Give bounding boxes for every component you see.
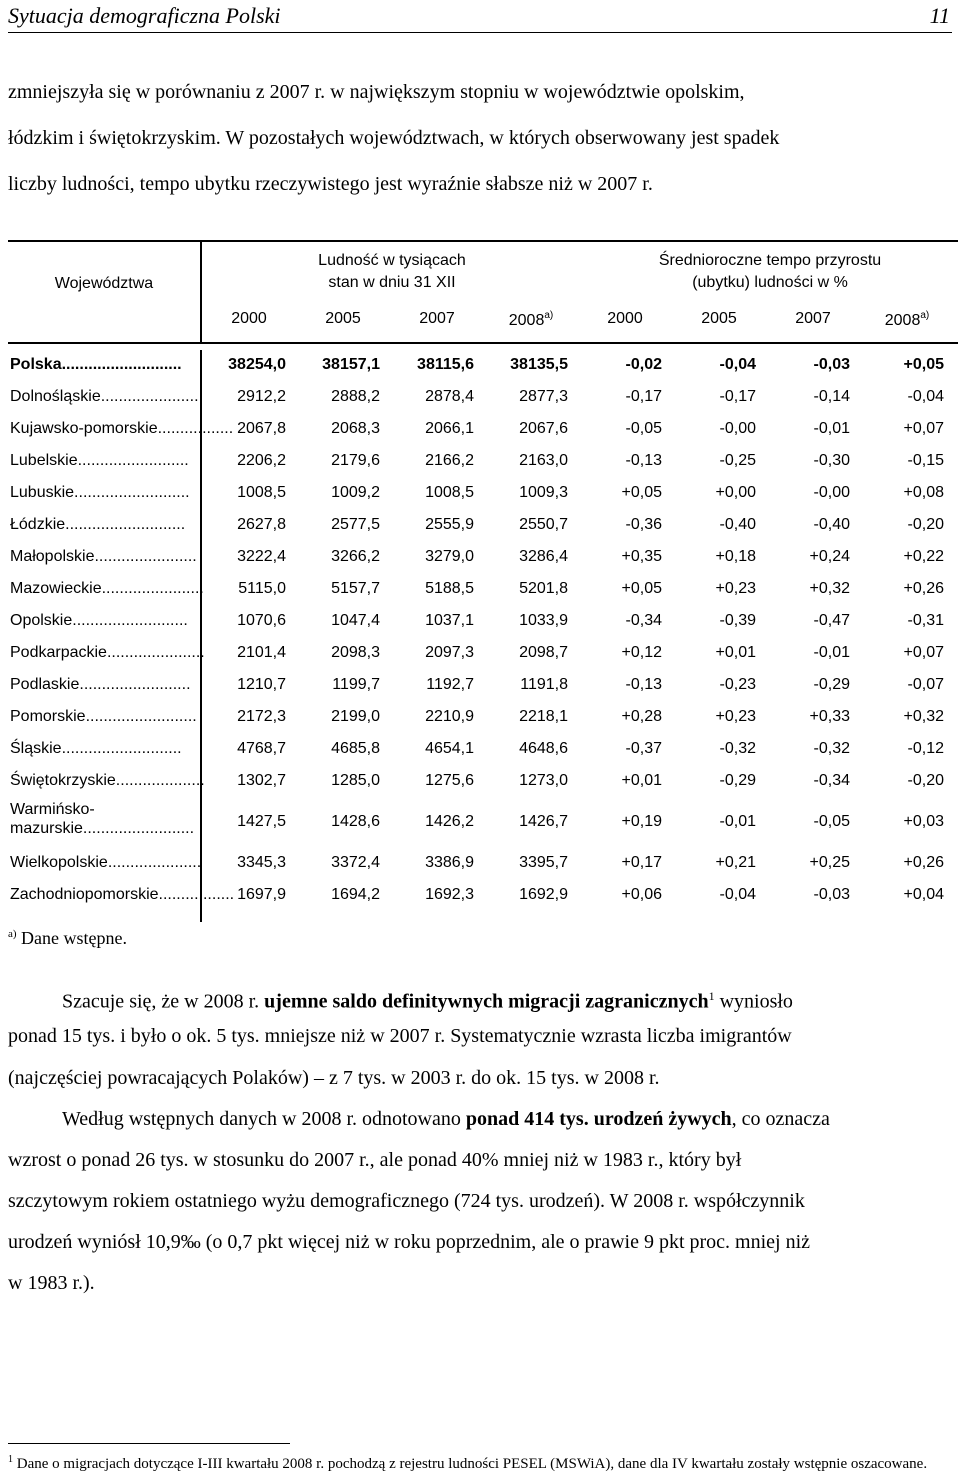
table-cell: 4648,6: [519, 740, 568, 757]
table-row: [8, 478, 958, 510]
table-cell: -0,23: [719, 676, 756, 693]
table-cell: 1302,7: [237, 772, 286, 789]
table-cell: 1192,7: [426, 676, 474, 693]
year-text: 2008: [508, 312, 545, 329]
table-cell: 2101,4: [237, 644, 286, 661]
page-number: 11: [929, 3, 950, 28]
year-mark: a): [544, 310, 554, 321]
table-row: [8, 574, 958, 606]
table-cell: -0,20: [907, 516, 944, 533]
region-name: Dolnośląskie......................: [10, 388, 199, 405]
table-cell: 1697,9: [237, 886, 286, 903]
table-cell: 2210,9: [425, 708, 474, 725]
table-cell: 3386,9: [425, 854, 474, 871]
table-cell: 1273,0: [519, 772, 568, 789]
body-p2-line3: szczytowym rokiem ostatniego wyżu demograficznego (724 tys. urodzeń). W 2008 r. współczynnik: [8, 1190, 805, 1212]
table-note: [8, 928, 127, 949]
table-cell: +0,04: [903, 886, 944, 903]
table-header: [8, 240, 958, 344]
table-cell: -0,17: [625, 388, 662, 405]
table-cell: 2097,3: [425, 644, 474, 661]
column-group-population: [202, 250, 582, 294]
footnote: [8, 1450, 954, 1474]
table-cell: 1426,2: [425, 813, 474, 830]
table-cell: 4768,7: [237, 740, 286, 757]
body-p2-line1: [8, 1097, 954, 1143]
year-header: 2000: [231, 310, 267, 327]
table-cell: +0,32: [903, 708, 944, 725]
table-cell: 3345,3: [237, 854, 286, 871]
table-cell: -0,12: [907, 740, 944, 757]
table-cell: -0,39: [719, 612, 756, 629]
group-label-line: Ludność w tysiącach: [318, 252, 466, 269]
table-cell: -0,02: [625, 356, 662, 373]
table-cell: 1426,7: [519, 813, 568, 830]
intro-line-2: łódzkim i świętokrzyskim. W pozostałych województwach, w których obserwowany jest spadek: [8, 127, 780, 149]
table-cell: 1009,2: [331, 484, 380, 501]
text-run-bold: urodzeń żywych: [593, 1108, 732, 1130]
year-header: 2000: [607, 310, 643, 327]
table-cell: +0,22: [903, 548, 944, 565]
table-cell: 2098,7: [519, 644, 568, 661]
table-cell: -0,04: [719, 886, 756, 903]
region-name: Mazowieckie.......................: [10, 580, 204, 597]
column-header-region: Województwa: [54, 275, 154, 292]
table-cell: -0,03: [813, 356, 850, 373]
table-cell: 1275,6: [425, 772, 474, 789]
population-table: [8, 240, 958, 912]
region-name: Wielkopolskie.....................: [10, 854, 202, 871]
table-cell: -0,03: [813, 886, 850, 903]
table-cell: 2577,5: [331, 516, 380, 533]
table-row: [8, 638, 958, 670]
region-name: Zachodniopomorskie.................: [10, 886, 235, 903]
year-header: [860, 310, 954, 330]
footnote-text: Dane o migracjach dotyczące I-III kwartału 2008 r. pochodzą z rejestru ludności PESEL (MSWiA), dane dla IV kwartału zostały wstępnie oszacowane.: [13, 1456, 928, 1472]
table-cell: -0,32: [719, 740, 756, 757]
table-cell: 38157,1: [322, 356, 380, 373]
table-cell: 1692,3: [425, 886, 474, 903]
table-cell: 3279,0: [425, 548, 474, 565]
table-cell: +0,19: [621, 813, 662, 830]
table-row: [8, 734, 958, 766]
table-cell: 2179,6: [331, 452, 380, 469]
table-cell: +0,35: [621, 548, 662, 565]
body-p1-line2: ponad 15 tys. i było o ok. 5 tys. mniejsze niż w 2007 r. Systematycznie wzrasta liczba imigrantów: [8, 1025, 792, 1047]
region-name: Kujawsko-pomorskie.................: [10, 420, 234, 437]
table-row: [8, 766, 958, 798]
year-header: 2005: [701, 310, 737, 327]
page-header: [8, 0, 952, 33]
year-header: 2005: [325, 310, 361, 327]
table-cell: 3395,7: [519, 854, 568, 871]
year-header: [484, 310, 578, 330]
table-cell: 2067,6: [519, 420, 568, 437]
table-cell: 5201,8: [519, 580, 568, 597]
table-cell: 1199,7: [332, 676, 380, 693]
table-cell: -0,31: [907, 612, 944, 629]
note-mark: a): [8, 928, 17, 940]
table-cell: +0,25: [809, 854, 850, 871]
table-row: [8, 702, 958, 734]
table-row: [8, 542, 958, 574]
table-cell: 2627,8: [237, 516, 286, 533]
table-cell: 2206,2: [237, 452, 286, 469]
table-cell: +0,23: [715, 580, 756, 597]
table-cell: -0,25: [719, 452, 756, 469]
region-name: [10, 800, 200, 838]
table-row: [8, 510, 958, 542]
table-cell: -0,40: [813, 516, 850, 533]
region-name: Opolskie..........................: [10, 612, 188, 629]
table-cell: +0,32: [809, 580, 850, 597]
region-name: Świętokrzyskie....................: [10, 772, 205, 789]
year-header: 2007: [795, 310, 831, 327]
text-run: wyniosło: [714, 990, 793, 1013]
intro-line-3: liczby ludności, tempo ubytku rzeczywistego jest wyraźnie słabsze niż w 2007 r.: [8, 173, 653, 195]
table-cell: -0,07: [907, 676, 944, 693]
table-cell: +0,05: [621, 580, 662, 597]
table-cell: 2878,4: [425, 388, 474, 405]
table-cell: 2199,0: [331, 708, 380, 725]
body-p2-line5: w 1983 r.).: [8, 1272, 95, 1294]
table-row: [8, 382, 958, 414]
table-cell: -0,15: [907, 452, 944, 469]
table-cell: -0,04: [907, 388, 944, 405]
table-cell: 2877,3: [519, 388, 568, 405]
table-cell: 2888,2: [331, 388, 380, 405]
table-cell: -0,29: [813, 676, 850, 693]
table-cell: +0,05: [903, 356, 944, 373]
text-run: , co oznacza: [731, 1108, 830, 1130]
table-cell: +0,07: [903, 644, 944, 661]
region-name-line: mazurskie.........................: [10, 820, 195, 837]
table-cell: -0,36: [625, 516, 662, 533]
table-cell: -0,00: [813, 484, 850, 501]
table-cell: 5115,0: [238, 580, 286, 597]
region-name: Podlaskie.........................: [10, 676, 191, 693]
table-cell: 2912,2: [237, 388, 286, 405]
intro-line-1: zmniejszyła się w porównaniu z 2007 r. w największym stopniu w województwie opolskim,: [8, 81, 745, 103]
group-label-line: Średnioroczne tempo przyrostu: [658, 252, 882, 269]
table-cell: 1191,8: [520, 676, 568, 693]
table-cell: 1210,7: [237, 676, 286, 693]
table-cell: 2163,0: [519, 452, 568, 469]
table-cell: 3222,4: [237, 548, 286, 565]
table-row: [8, 670, 958, 702]
group-label-line: stan w dniu 31 XII: [328, 274, 456, 291]
region-name: Pomorskie.........................: [10, 708, 197, 725]
table-row: [8, 848, 958, 880]
table-cell: -0,34: [813, 772, 850, 789]
table-cell: 38254,0: [228, 356, 286, 373]
region-name-line: Warmińsko-: [10, 801, 95, 818]
table-cell: +0,23: [715, 708, 756, 725]
text-run: Według wstępnych danych w 2008 r. odnotowano: [62, 1108, 466, 1130]
table-cell: -0,01: [813, 420, 850, 437]
table-cell: +0,01: [621, 772, 662, 789]
table-cell: 1428,6: [331, 813, 380, 830]
table-row: [8, 880, 958, 912]
running-title: Sytuacja demograficzna Polski: [8, 3, 281, 28]
text-run-bold: ponad 414 tys.: [465, 1108, 589, 1130]
region-name: Lubuskie..........................: [10, 484, 190, 501]
table-cell: -0,14: [813, 388, 850, 405]
footnote-ref: 1: [708, 989, 715, 1003]
table-cell: 2068,3: [331, 420, 380, 437]
table-cell: +0,17: [621, 854, 662, 871]
table-cell: 1427,5: [237, 813, 286, 830]
body-p2-line2: wzrost o ponad 26 tys. w stosunku do 2007 r., ale ponad 40% mniej niż w 1983 r., który był: [8, 1149, 742, 1171]
table-cell: +0,33: [809, 708, 850, 725]
table-cell: +0,26: [903, 854, 944, 871]
footnote-rule: [8, 1443, 290, 1444]
table-row: [8, 606, 958, 638]
table-cell: 1047,4: [331, 612, 380, 629]
table-cell: -0,47: [813, 612, 850, 629]
region-name: Podkarpackie......................: [10, 644, 205, 661]
year-text: 2008: [884, 312, 921, 329]
table-cell: 3266,2: [331, 548, 380, 565]
table-cell: 5157,7: [331, 580, 380, 597]
table-cell: 3286,4: [519, 548, 568, 565]
table-cell: +0,21: [715, 854, 756, 871]
table-row: [8, 798, 958, 848]
table-cell: +0,00: [715, 484, 756, 501]
table-cell: -0,37: [625, 740, 662, 757]
region-name: Małopolskie.......................: [10, 548, 197, 565]
table-cell: +0,26: [903, 580, 944, 597]
table-cell: 2098,3: [331, 644, 380, 661]
table-cell: +0,08: [903, 484, 944, 501]
table-cell: 38135,5: [510, 356, 568, 373]
table-cell: 3372,4: [331, 854, 380, 871]
table-cell: -0,30: [813, 452, 850, 469]
table-cell: +0,03: [903, 813, 944, 830]
table-cell: -0,00: [719, 420, 756, 437]
table-cell: 38115,6: [417, 356, 474, 373]
table-cell: +0,18: [715, 548, 756, 565]
table-cell: 2066,1: [425, 420, 474, 437]
table-cell: -0,04: [719, 356, 756, 373]
table-cell: 1008,5: [237, 484, 286, 501]
table-cell: +0,01: [715, 644, 756, 661]
table-cell: 2166,2: [425, 452, 474, 469]
table-cell: 1008,5: [425, 484, 474, 501]
table-cell: 1070,6: [237, 612, 286, 629]
table-cell: +0,07: [903, 420, 944, 437]
region-name: Łódzkie...........................: [10, 516, 186, 533]
table-cell: +0,05: [621, 484, 662, 501]
table-cell: +0,12: [621, 644, 662, 661]
table-cell: 1692,9: [519, 886, 568, 903]
region-name: Śląskie...........................: [10, 740, 182, 757]
table-cell: 1033,9: [519, 612, 568, 629]
table-cell: -0,34: [625, 612, 662, 629]
table-cell: -0,20: [907, 772, 944, 789]
year-header-row: [202, 310, 958, 332]
text-run-bold: ujemne saldo definitywnych migracji zagranicznych: [264, 990, 709, 1013]
table-cell: +0,28: [621, 708, 662, 725]
table-cell: -0,13: [625, 676, 662, 693]
note-text: Dane wstępne.: [16, 928, 128, 948]
table-cell: 1694,2: [331, 886, 380, 903]
table-cell: +0,06: [621, 886, 662, 903]
year-mark: a): [920, 310, 930, 321]
table-cell: 1037,1: [425, 612, 474, 629]
table-cell: 2067,8: [237, 420, 286, 437]
table-cell: -0,05: [813, 813, 850, 830]
table-cell: 4685,8: [331, 740, 380, 757]
table-cell: -0,32: [813, 740, 850, 757]
table-cell: -0,01: [813, 644, 850, 661]
text-run: Szacuje się, że w 2008 r.: [62, 990, 265, 1013]
body-p2-line4: urodzeń wyniósł 10,9‰ (o 0,7 pkt więcej niż w roku poprzednim, ale o prawie 9 pkt proc. mniej niż: [8, 1231, 811, 1253]
table-cell: 2555,9: [425, 516, 474, 533]
table-row: [8, 350, 958, 382]
table-cell: +0,24: [809, 548, 850, 565]
table-cell: 2218,1: [519, 708, 568, 725]
table-cell: -0,29: [719, 772, 756, 789]
region-name: Polska...........................: [10, 356, 182, 373]
column-group-growth: [582, 250, 958, 294]
table-cell: 5188,5: [425, 580, 474, 597]
table-cell: -0,40: [719, 516, 756, 533]
table-cell: -0,13: [625, 452, 662, 469]
table-cell: 2550,7: [519, 516, 568, 533]
table-row: [8, 414, 958, 446]
table-row: [8, 446, 958, 478]
table-cell: -0,05: [625, 420, 662, 437]
table-cell: 1009,3: [519, 484, 568, 501]
table-cell: -0,17: [719, 388, 756, 405]
region-name: Lubelskie.........................: [10, 452, 189, 469]
group-label-line: (ubytku) ludności w %: [692, 274, 848, 291]
footnote-mark: 1: [8, 1454, 13, 1465]
body-p1-line3: (najczęściej powracających Polaków) – z 7 tys. w 2003 r. do ok. 15 tys. w 2008 r.: [8, 1067, 660, 1089]
table-cell: 2172,3: [237, 708, 286, 725]
table-body: [8, 350, 958, 912]
year-header: 2007: [419, 310, 455, 327]
table-cell: 1285,0: [331, 772, 380, 789]
table-cell: 4654,1: [425, 740, 474, 757]
table-cell: -0,01: [719, 813, 756, 830]
